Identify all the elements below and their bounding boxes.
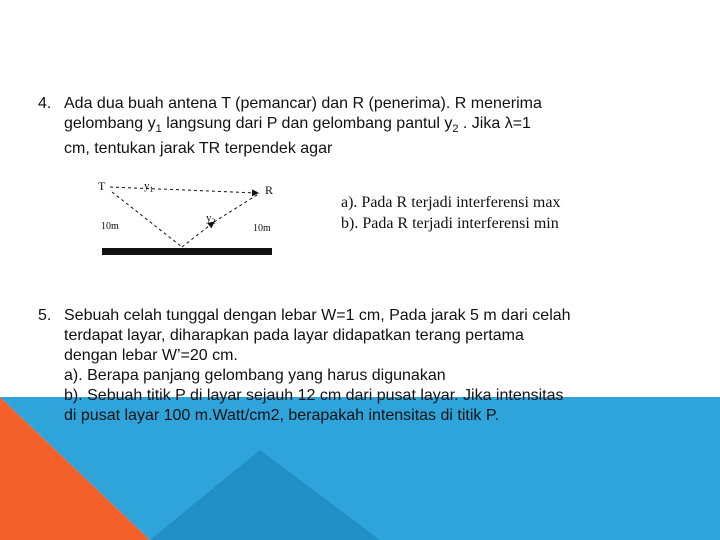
question-4-line-1: 4. Ada dua buah antena T (pemancar) dan R (penerima). R menerima [38, 95, 542, 112]
label-T: T [98, 179, 106, 193]
reflected-wave-down [112, 192, 182, 247]
question-4-answers [341, 192, 560, 234]
direct-wave-y1 [110, 187, 258, 193]
answer-b: b). Pada R terjadi interferensi min [341, 215, 559, 232]
question-5-line-5: b). Sebuah titik P di layar sejauh 12 cm dari pusat layar. Jika intensitas [64, 387, 564, 404]
question-5 [38, 306, 688, 426]
question-5-line-1: 5. Sebuah celah tunggal dengan lebar W=1 cm, Pada jarak 5 m dari celah [38, 307, 571, 324]
question-4 [38, 94, 678, 159]
question-5-line-2: terdapat layar, diharapkan pada layar didapatkan terang pertama [64, 327, 524, 344]
label-y2: $y_2$ [206, 212, 216, 226]
question-4-number: 4. [38, 95, 52, 112]
label-height-left: 10m [101, 221, 119, 232]
question-4-line-2: gelombang $y_1$ langsung dari P dan gelombang pantul $y_2$ . Jika λ=1 [64, 115, 531, 136]
question-4-line-3: cm, tentukan jarak TR terpendek agar [64, 140, 333, 158]
label-y1: $y_1$ [144, 180, 154, 194]
question-5-line-3: dengan lebar W’=20 cm. [64, 347, 238, 364]
lambda-symbol: λ [504, 115, 513, 132]
label-height-right: 10m [253, 223, 271, 234]
question-5-line-4: a). Berapa panjang gelombang yang harus digunakan [64, 367, 446, 384]
question-5-line-6: di pusat layar 100 m.Watt/cm2, berapakah intensitas di titik P. [64, 407, 499, 424]
antenna-diagram [98, 176, 278, 260]
reflected-wave-up [214, 193, 260, 222]
question-5-number: 5. [38, 307, 52, 324]
reflected-wave-y2 [182, 222, 214, 247]
label-R: R [265, 183, 274, 197]
answer-a: a). Pada R terjadi interferensi max [341, 194, 561, 211]
ground-reflector [102, 248, 272, 255]
